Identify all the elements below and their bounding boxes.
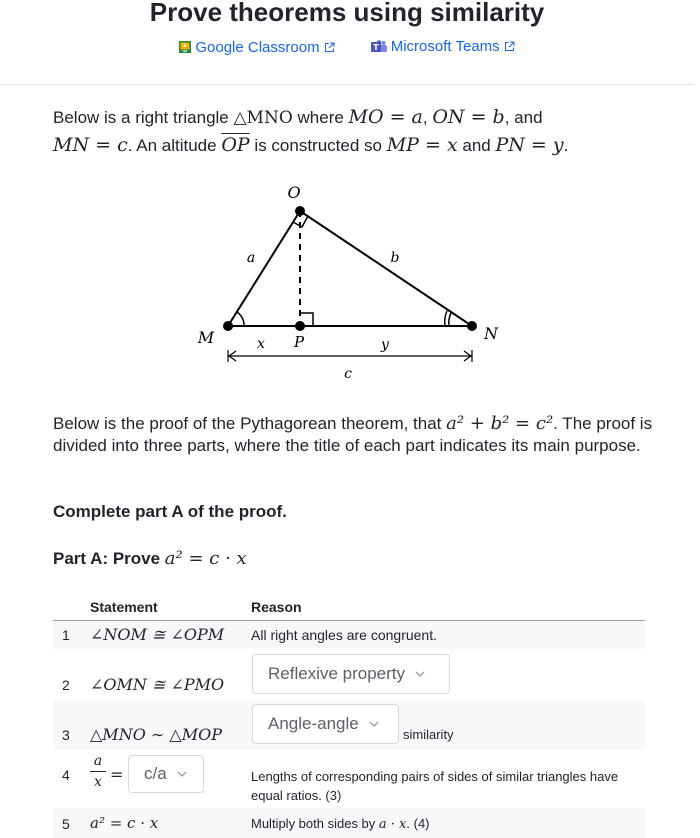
math-mn-c: MN = c	[53, 134, 128, 156]
statement-5: a² = c · x	[90, 814, 159, 832]
part-a-heading	[53, 548, 247, 569]
angle-arc-n-inner	[449, 313, 451, 326]
reason-5-math: a · x	[378, 817, 407, 832]
google-classroom-label: Google Classroom	[195, 38, 320, 56]
dropdown-value: Angle-angle	[268, 714, 359, 733]
row-number: 1	[62, 627, 70, 643]
reason-4: Lengths of corresponding pairs of sides of similar triangles have equal ratios. (3)	[251, 769, 619, 803]
microsoft-teams-link[interactable]	[371, 38, 515, 55]
row-number: 3	[62, 727, 70, 743]
column-header-statement: Statement	[90, 599, 158, 615]
dropdown-value: Reflexive property	[268, 664, 406, 683]
equals-sign: =	[110, 765, 124, 784]
vertex-m-point	[223, 321, 233, 331]
part-a-math: a² = c · x	[164, 548, 247, 569]
reason-5	[251, 816, 430, 832]
triangle-diagram	[180, 180, 520, 390]
fraction-denominator: x	[94, 774, 102, 790]
statement-2: ∠OMN ≅ ∠PMO	[90, 675, 225, 694]
proof-text: Below is the proof of the Pythagorean theorem, that	[53, 414, 447, 433]
reason-3-suffix: similarity	[403, 727, 454, 742]
vertex-n-point	[467, 321, 477, 331]
svg-text:T: T	[373, 43, 379, 52]
angle-arc-m	[237, 312, 244, 326]
fraction-numerator: a	[93, 753, 103, 769]
math-pn-y: PN = y	[495, 134, 564, 156]
chevron-down-icon	[415, 671, 425, 677]
math-mp-x: MP = x	[386, 134, 458, 156]
label-n: N	[484, 324, 498, 343]
page-title: Prove theorems using similarity	[149, 0, 545, 27]
reason-1: All right angles are congruent.	[251, 627, 437, 643]
reason-5-text: Multiply both sides by	[251, 816, 379, 831]
row-number: 4	[62, 767, 70, 783]
label-c: c	[344, 366, 352, 382]
proof-text: . The proof is divided into three parts, where the title of each part indicates its main purpose.	[53, 414, 653, 455]
instruction: Complete part A of the proof.	[53, 502, 287, 521]
intro-text: . An altitude	[127, 136, 222, 155]
angle-arc-n-outer	[445, 311, 447, 326]
math-on-b: ON = b	[432, 106, 505, 128]
proof-description	[53, 413, 653, 457]
label-o: O	[287, 183, 301, 202]
reason-5-tail: . (4)	[406, 816, 430, 831]
label-b: b	[390, 250, 400, 266]
chevron-down-icon	[177, 771, 187, 777]
statement-3: △MNO ∼ △MOP	[90, 725, 222, 744]
side-on	[300, 211, 472, 326]
external-link-icon	[504, 41, 515, 52]
intro-text: ,	[422, 108, 433, 127]
microsoft-teams-icon	[371, 40, 387, 53]
share-links	[0, 38, 694, 57]
vertex-o-point	[295, 206, 305, 216]
reason-2-dropdown[interactable]	[252, 654, 450, 694]
fraction-a-over-x	[90, 753, 106, 790]
microsoft-teams-label: Microsoft Teams	[390, 38, 500, 55]
label-x: x	[257, 336, 265, 352]
label-y: y	[381, 337, 389, 353]
math-triangle-mno: △MNO	[233, 108, 293, 128]
side-mo	[228, 211, 300, 326]
math-mo-a: MO = a	[348, 106, 423, 128]
intro-text: Below is a right triangle	[53, 108, 234, 127]
dropdown-value: c/a	[144, 764, 167, 783]
column-header-reason: Reason	[251, 599, 302, 615]
math-pythagorean: a² + b² = c²	[446, 413, 554, 434]
row-number: 5	[62, 816, 70, 832]
page-header	[0, 0, 694, 85]
reason-3-dropdown[interactable]	[252, 704, 399, 744]
fraction-bar	[90, 771, 106, 772]
label-p: P	[293, 333, 305, 351]
external-link-icon	[324, 42, 335, 53]
label-m: M	[197, 328, 215, 347]
intro-text: is constructed so	[249, 136, 387, 155]
label-a: a	[246, 250, 256, 266]
statement-1: ∠NOM ≅ ∠OPM	[90, 625, 225, 644]
problem-description	[53, 104, 653, 159]
part-a-label: Part A: Prove	[53, 549, 165, 568]
vertex-p-point	[295, 321, 305, 331]
statement-4-dropdown[interactable]	[128, 755, 204, 793]
google-classroom-link[interactable]	[179, 39, 334, 56]
intro-text: , and	[504, 108, 543, 127]
row-number: 2	[62, 677, 70, 693]
intro-text: and	[457, 136, 496, 155]
chevron-down-icon	[369, 721, 379, 727]
intro-text: where	[292, 108, 349, 127]
intro-text: .	[563, 136, 569, 155]
google-classroom-icon	[179, 41, 191, 53]
math-op-segment: $\overline{OP}$	[221, 134, 250, 156]
